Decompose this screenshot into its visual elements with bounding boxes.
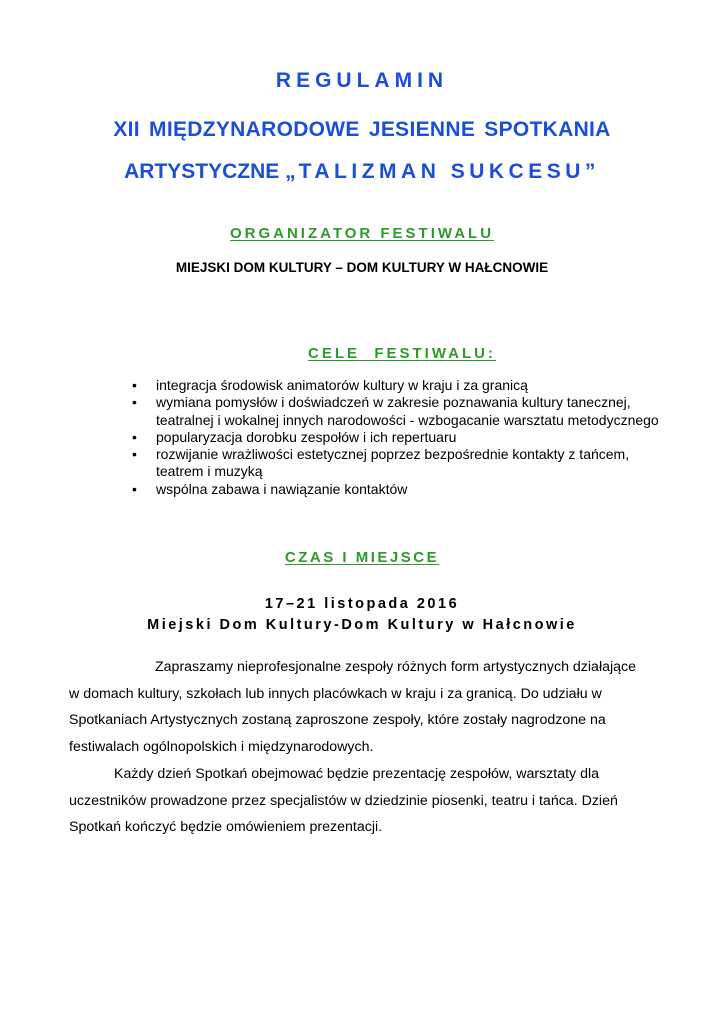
list-item bbox=[128, 377, 668, 394]
time-place-heading-text: CZAS I MIEJSCE bbox=[284, 549, 440, 566]
paragraph-line: w domach kultury, szkołach lub innych placówkach w kraju i za granicą. Do udziału w bbox=[69, 685, 602, 702]
document-title: REGULAMIN bbox=[275, 69, 449, 92]
organizer-name: MIEJSKI DOM KULTURY – DOM KULTURY W HAŁCNOWIE bbox=[175, 260, 549, 275]
paragraph-line: uczestników prowadzone przez specjalistów w dziedzinie piosenki, teatru i tańca. Dzień bbox=[69, 792, 618, 809]
list-item bbox=[128, 429, 668, 446]
festival-venue: Miejski Dom Kultury-Dom Kultury w Hałcnowie bbox=[147, 617, 577, 633]
list-item-text: wspólna zabawa i nawiązanie kontaktów bbox=[156, 480, 408, 497]
paragraph-line: festiwalach ogólnopolskich i międzynarodowych. bbox=[69, 738, 374, 755]
bullet-icon: • bbox=[132, 377, 137, 393]
festival-title-prefix: ARTYSTYCZNE „ bbox=[124, 160, 296, 183]
paragraph-line: Każdy dzień Spotkań obejmować będzie prezentację zespołów, warsztaty dla bbox=[114, 766, 600, 782]
organizer-heading-text: ORGANIZATOR FESTIWALU bbox=[229, 225, 495, 242]
list-item bbox=[128, 394, 668, 429]
list-item-text: integracja środowisk animatorów kultury w kraju i za granicą bbox=[156, 377, 528, 393]
festival-title-line-1: XII MIĘDZYNARODOWE JESIENNE SPOTKANIA bbox=[113, 118, 611, 141]
list-item-text: popularyzacja dorobku zespołów i ich repertuaru bbox=[156, 428, 457, 445]
goals-list bbox=[128, 377, 668, 498]
festival-title-line-2 bbox=[0, 160, 724, 184]
paragraph-line: Zapraszamy nieprofesjonalne zespoły różnych form artystycznych działające bbox=[155, 659, 637, 675]
invitation-paragraph bbox=[69, 654, 669, 760]
paragraph-line: Spotkań kończyć będzie omówieniem prezentacji. bbox=[69, 819, 383, 835]
list-item-text: rozwijanie wrażliwości estetycznej poprzez bezpośrednie kontakty z tańcem, teatrem i muzyką bbox=[156, 446, 630, 480]
paragraph-line: Spotkaniach Artystycznych zostaną zaproszone zespoły, które zostały nagrodzone na bbox=[69, 712, 606, 728]
time-place-heading bbox=[0, 549, 724, 566]
festival-name: TALIZMAN SUKCESU” bbox=[298, 160, 600, 183]
list-item-text: wymiana pomysłów i doświadczeń w zakresie poznawania kultury tanecznej, teatralnej i wokalnej innych narodowości - wzbogacanie warsztatu metodycznego bbox=[156, 394, 659, 428]
bullet-icon: • bbox=[132, 446, 137, 463]
festival-date: 17–21 listopada 2016 bbox=[264, 596, 460, 612]
program-paragraph bbox=[69, 761, 669, 841]
list-item bbox=[128, 481, 668, 498]
organizer-heading bbox=[0, 225, 724, 242]
bullet-icon: • bbox=[132, 428, 137, 445]
bullet-icon: • bbox=[132, 394, 137, 411]
bullet-icon: • bbox=[132, 480, 137, 497]
goals-heading: CELE FESTIWALU: bbox=[308, 345, 496, 362]
list-item bbox=[128, 446, 668, 481]
